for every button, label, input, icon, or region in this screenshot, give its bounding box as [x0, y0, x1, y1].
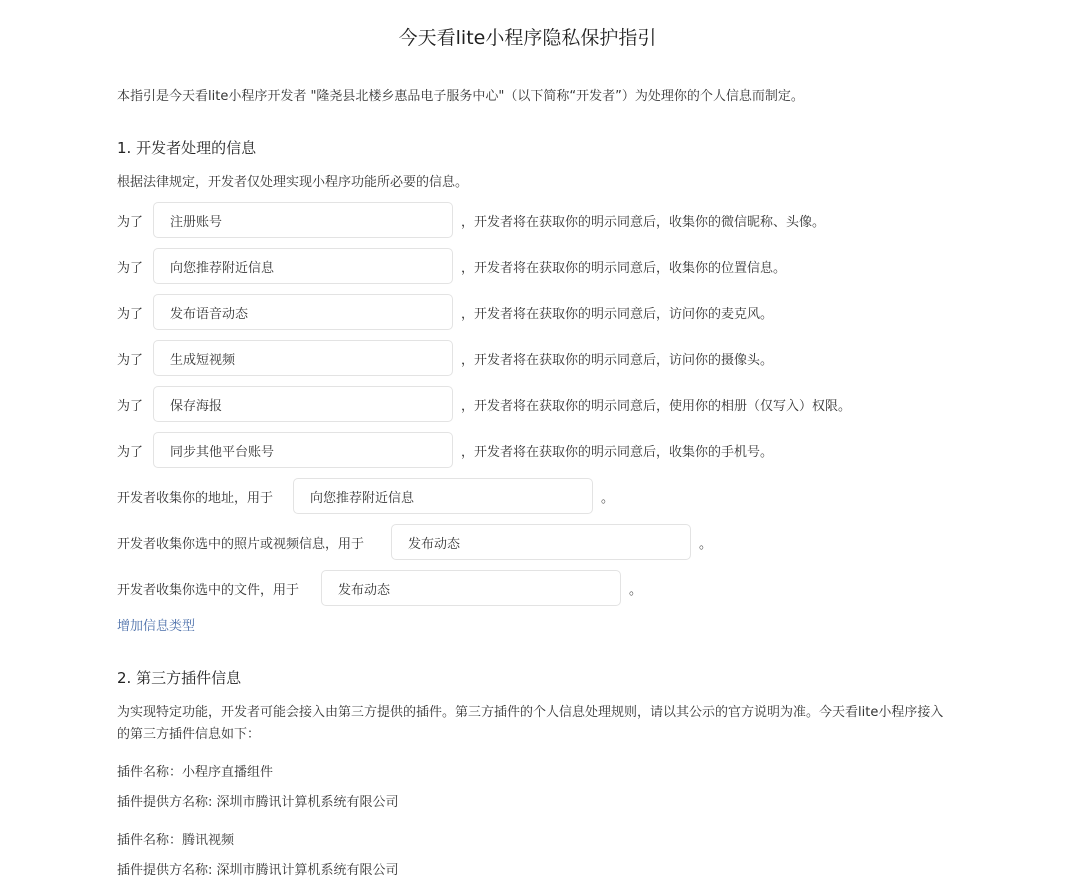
purpose-suffix: ，开发者将在获取你的明示同意后，收集你的手机号。 [461, 444, 774, 460]
plugin-name: 插件名称：小程序直播组件 [117, 765, 274, 780]
collect-input-address[interactable]: 向您推荐附近信息 [293, 478, 593, 514]
purpose-input-poster[interactable]: 保存海报 [153, 386, 453, 422]
purpose-input-register[interactable]: 注册账号 [153, 202, 453, 238]
purpose-input-nearby[interactable]: 向您推荐附近信息 [153, 248, 453, 284]
purpose-suffix: ，开发者将在获取你的明示同意后，收集你的位置信息。 [461, 260, 787, 276]
page-title: 今天看lite小程序隐私保护指引 [398, 27, 657, 49]
purpose-row [117, 248, 786, 284]
section-1-description: 根据法律规定，开发者仅处理实现小程序功能所必要的信息。 [117, 175, 469, 190]
add-info-type-link[interactable]: 增加信息类型 [117, 619, 196, 634]
purpose-input-video[interactable]: 生成短视频 [153, 340, 453, 376]
collect-row [117, 570, 642, 606]
intro-text: 本指引是今天看lite小程序开发者 "隆尧县北楼乡惠品电子服务中心"（以下简称“开发者”）为处理你的个人信息而制定。 [117, 89, 804, 104]
purpose-suffix: ，开发者将在获取你的明示同意后，访问你的麦克风。 [461, 306, 774, 322]
collect-input-media[interactable]: 发布动态 [391, 524, 691, 560]
collect-row [117, 478, 614, 514]
purpose-row [117, 386, 851, 422]
section-2-heading: 2. 第三方插件信息 [117, 669, 242, 687]
purpose-input-voice[interactable]: 发布语音动态 [153, 294, 453, 330]
collect-prefix: 开发者收集你选中的文件，用于 [117, 582, 300, 598]
collect-suffix: 。 [629, 582, 643, 598]
plugin-provider: 插件提供方名称: 深圳市腾讯计算机系统有限公司 [117, 795, 399, 810]
purpose-input-sync[interactable]: 同步其他平台账号 [153, 432, 453, 468]
plugin-provider: 插件提供方名称: 深圳市腾讯计算机系统有限公司 [117, 863, 399, 878]
purpose-prefix: 为了 [117, 352, 144, 368]
section-2-paragraph: 为实现特定功能，开发者可能会接入由第三方提供的插件。第三方插件的个人信息处理规则，请以其公示的官方说明为准。今天看lite小程序接入的第三方插件信息如下： [117, 705, 944, 742]
purpose-prefix: 为了 [117, 306, 144, 322]
purpose-prefix: 为了 [117, 444, 144, 460]
purpose-suffix: ，开发者将在获取你的明示同意后，访问你的摄像头。 [461, 352, 774, 368]
collect-prefix: 开发者收集你选中的照片或视频信息，用于 [117, 536, 365, 552]
section-1-heading: 1. 开发者处理的信息 [117, 139, 257, 157]
collect-suffix: 。 [601, 490, 615, 506]
collect-input-file[interactable]: 发布动态 [321, 570, 621, 606]
purpose-row [117, 340, 773, 376]
purpose-suffix: ，开发者将在获取你的明示同意后，使用你的相册（仅写入）权限。 [461, 398, 852, 414]
purpose-prefix: 为了 [117, 398, 144, 414]
purpose-row [117, 294, 773, 330]
purpose-suffix: ，开发者将在获取你的明示同意后，收集你的微信昵称、头像。 [461, 214, 826, 230]
collect-prefix: 开发者收集你的地址，用于 [117, 490, 274, 506]
collect-row [117, 524, 712, 560]
purpose-prefix: 为了 [117, 260, 144, 276]
plugin-name: 插件名称：腾讯视频 [117, 833, 235, 848]
purpose-row [117, 202, 825, 238]
collect-suffix: 。 [699, 536, 713, 552]
purpose-row [117, 432, 773, 468]
purpose-prefix: 为了 [117, 214, 144, 230]
